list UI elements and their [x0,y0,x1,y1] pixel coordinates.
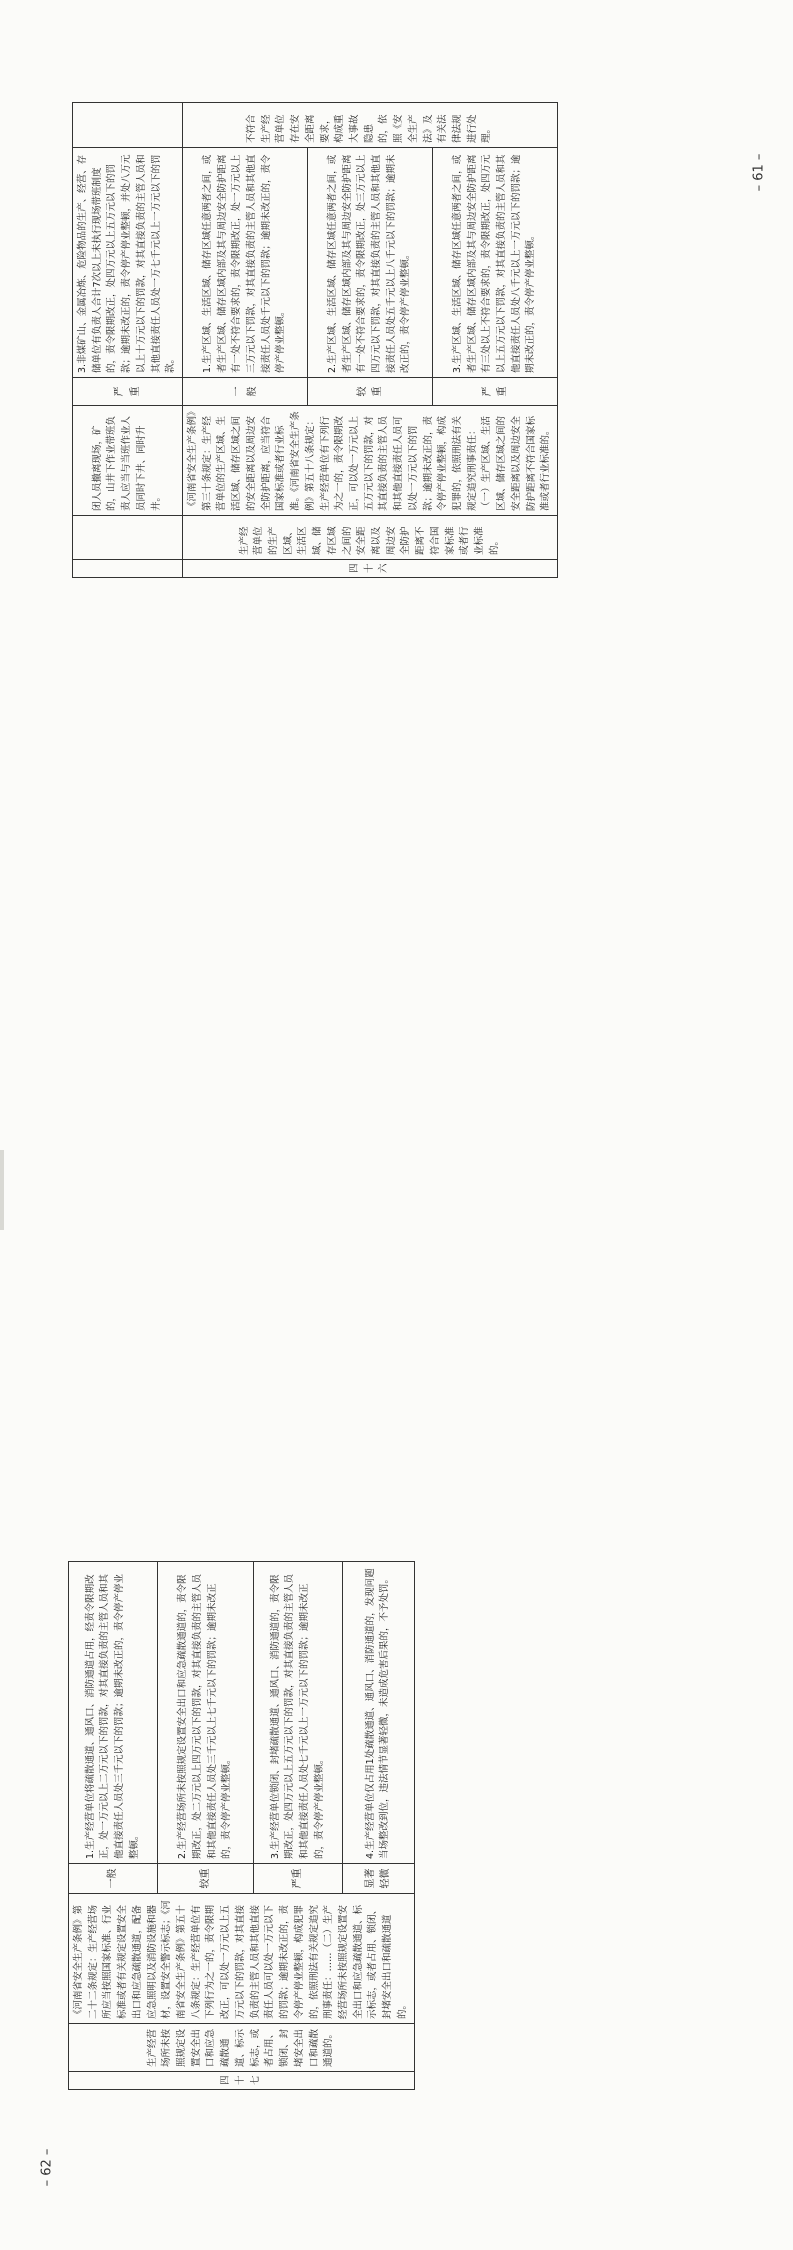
severity-level: 一般 [183,378,308,406]
scan-edge [0,1150,4,1230]
legal-basis-cell: 闭人员撤离现场，矿的，山井下作业带班负责人应当与当班作业人员同时下井、同时升井。 [73,406,183,516]
row-number [73,560,183,578]
page-number-bottom: – 62 – [39,2148,55,2187]
remark-cell [73,103,183,148]
legal-basis-cell: 《河南省安全生产条例》第三十条规定：生产经营单位的生产区域、生活区域、储存区域之间的安全距离以及周边安全防护距离，应当符合国家标准或者行业标准。《河南省安全生产条例》第五十八条规定：生产经营单位有下列行为之一的，责令限期改正，可以处一万元以上五万元以下的罚款，对其直接负责的主管人员和其他直接责任人员可以处一万元以下的罚款；逾期未改正的，责令停产停业整顿，构成犯罪的，依照刑法有关规定追究刑事责任：（一）生产区域、生活区域、储存区域之间的安全距离以及周边安全防护距离不符合国家标准或者行业标准的。 [183,406,558,516]
penalty-detail: 1.生产区域、生活区域、储存区域任意两者之间，或者生产区域、储存区域内部及其与周边安全防护距离有一处不符合要求的，责令限期改正，处一万元以上三万元以下罚款，对其直接负责的主管人员和其他直接责任人员处千元以下的罚款；逾期未改正的，责令停产停业整顿。 [183,148,308,378]
severity-level: 严重 [254,1864,343,1894]
bottom-table-wrapper [68,1562,408,2090]
severity-level: 严重 [433,378,558,406]
violation-cell: 生产经营单位的生产区域、生活区域、储存区域之间的安全距离以及周边安全防护距离不符合国家标准或者行业标准的。 [183,516,558,560]
legal-basis-cell: 《河南省安全生产条例》第二十二条规定：生产经营场所应当按照国家标准、行业标准或者有关规定设置安全出口和应急疏散通道，配备应急照明以及消防设施和器材，设置安全警示标志；《河南省安全生产条例》第五十八条规定：生产经营单位有下列行为之一的，责令限期改正，可以处一万元以上五万元以下的罚款，对其直接负责的主管人员和其他直接责任人员可以处一万元以下的罚款；逾期未改正的，责令停产停业整顿，构成犯罪的，依照刑法有关规定追究刑事责任：……（二）生产经营场所未按照规定设置安全出口和应急疏散通道、标示标志，或者占用、锁闭、封堵安全出口和疏散通道的。 [69,1894,415,2024]
table-row [73,103,183,578]
table-row [69,1562,158,2090]
penalty-detail: 3.生产区域、生活区域、储存区域任意两者之间，或者生产区域、储存区域内部及其与周边安全防护距离有三处以上不符合要求的，责令限期改正，处四万元以上五万元以下罚款，对其直接负责的主管人员和其他直接责任人员处八千元以上一万元以下的罚款；逾期未改正的，责令停产停业整顿。 [433,148,558,378]
penalty-detail: 3.非煤矿山、金属冶炼、危险物品的生产、经营、存储单位有负责人合计7次以上未执行现场带班制度的，责令限期改正，处四万元以上五万元以下的罚款；逾期未改正的，责令停产停业整顿，并处八万元以上十万元以下的罚款，对其直接负责的主管人员和其他直接责任人员处一万七千元以上一万元以下的罚款。 [73,148,183,378]
penalty-detail: 1.生产经营单位将疏散通道、通风口、消防通道占用，经责令限期改正，处一万元以上二万元以下的罚款，对其直接负责的主管人员和其他直接责任人员处三千元以下的罚款；逾期未改正的，责令停产停业整顿。 [69,1562,158,1864]
violation-cell: 生产经营场所未按照规定设置安全出口和应急疏散通道、标示标志，或者占用、锁闭、封堵安全出口和疏散通道的。 [69,2024,415,2072]
severity-level: 一般 [69,1864,158,1894]
page-number-top: – 61 – [751,153,767,192]
severity-level: 显著轻微 [343,1864,414,1894]
severity-level: 严重 [73,378,183,406]
table-row [183,103,308,578]
penalty-detail: 2.生产经营场所未按照规定设置安全出口和应急疏散通道的，责令限期改正，处二万元以上四万元以下的罚款，对其直接负责的主管人员和其他直接责任人员处三千元以上七千元以下的罚款；逾期未改正的，责令停产停业整顿。 [158,1562,254,1864]
top-table-wrapper [72,103,552,578]
violation-cell [73,516,183,560]
severity-level: 较重 [158,1864,254,1894]
remark-cell: 不符合生产经营单位存在安全距离要求，构成重大事故隐患的，依照《安全生产法》及有关法律法规进行处理。 [183,103,558,148]
row-number: 四十七 [69,2072,415,2090]
penalty-detail: 4.生产经营单位仅占用1处疏散通道、通风口、消防通道的，发现问题当场整改到位，违法情节显著轻微，未造成危害后果的，不予处罚。 [343,1562,414,1864]
top-penalty-table [72,102,558,578]
penalty-detail: 2.生产区域、生活区域、储存区域任意两者之间，或者生产区域、储存区域内部及其与周边安全防护距离有一处不符合要求的，责令限期改正，处三万元以上四万元以下罚款，对其直接负责的主管人员和其他直接责任人员处五千元以上八千元以下的罚款；逾期未改正的，责令停产停业整顿。 [308,148,433,378]
bottom-penalty-table [68,1561,415,2090]
severity-level: 较重 [308,378,433,406]
row-number: 四十六 [183,560,558,578]
penalty-detail: 3.生产经营单位锁闭、封堵疏散通道、通风口、消防通道的，责令限期改正，处四万元以上五万元以下的罚款，对其直接负责的主管人员和其他直接责任人员处七千元以上一万元以下的罚款；逾期未改正的，责令停产停业整顿。 [254,1562,343,1864]
